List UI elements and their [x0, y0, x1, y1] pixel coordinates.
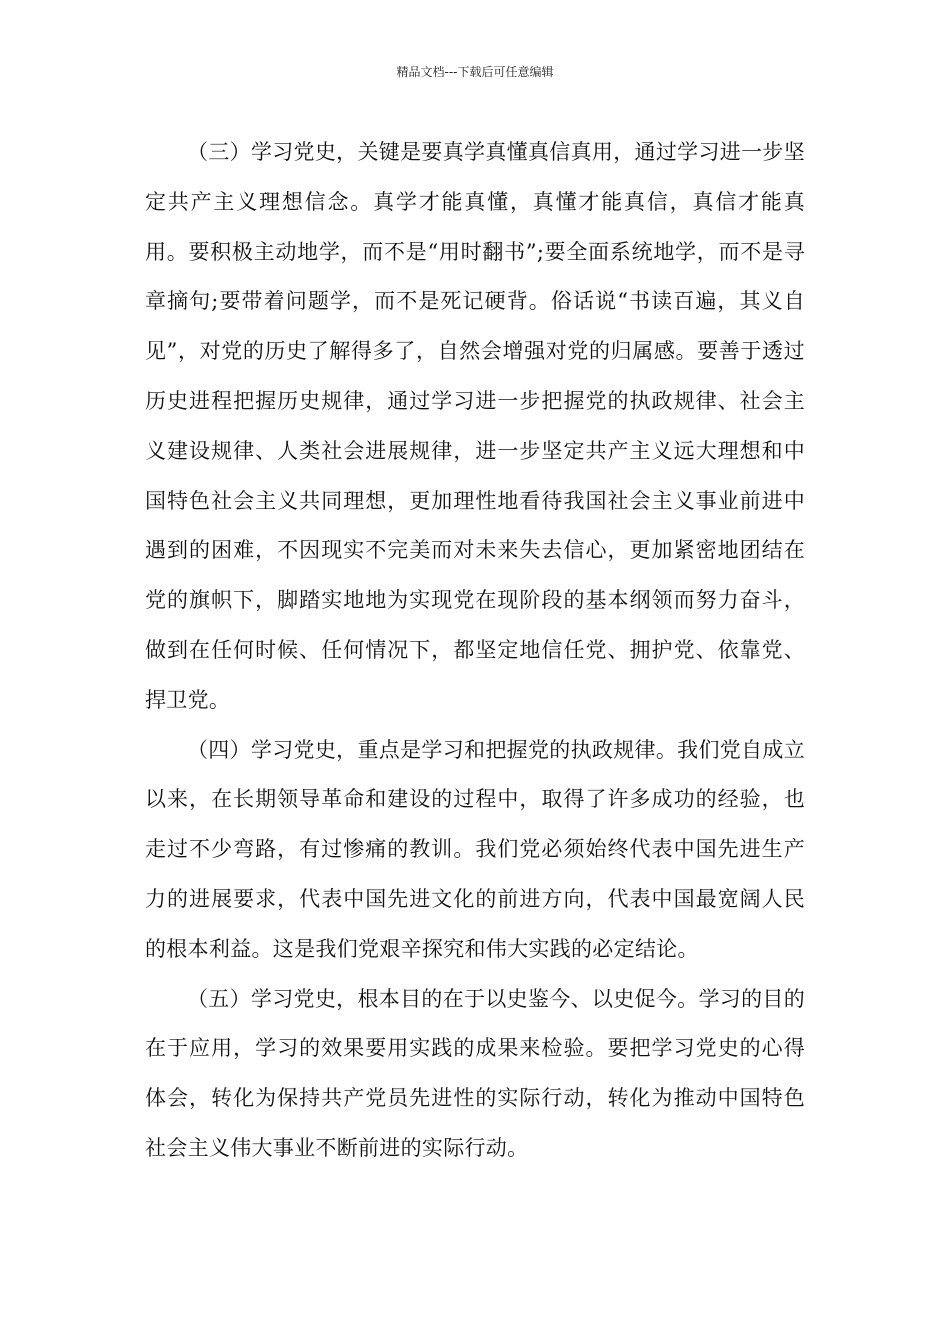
paragraph-three: （三）学习党史，关键是要真学真懂真信真用，通过学习进一步坚定共产主义理想信念。真学才能真懂，真懂才能真信，真信才能真用。要积极主动地学，而不是“用时翻书”;要全面系统地学，而不是寻章摘句;要带着问题学，而不是死记硬背。俗话说“书读百遍，其义自见”，对党的历史了解得多了，自然会增强对党的归属感。要善于透过历史进程把握历史规律，通过学习进一步把握党的执政规律、社会主义建设规律、人类社会进展规律，进一步坚定共产主义远大理想和中国特色社会主义共同理想，更加理性地看待我国社会主义事业前进中遇到的困难，不因现实不完美而对未来失去信心，更加紧密地团结在党的旗帜下，脚踏实地地为实现党在现阶段的基本纲领而努力奋斗，做到在任何时候、任何情况下，都坚定地信任党、拥护党、依靠党、捍卫党。 [145, 140, 805, 712]
page-header: 精品文档---下载后可任意编辑 [396, 65, 554, 79]
paragraph-five: （五）学习党史，根本目的在于以史鉴今、以史促今。学习的目的在于应用，学习的效果要用实践的成果来检验。要把学习党史的心得体会，转化为保持共产党员先进性的实际行动，转化为推动中国特色社会主义伟大事业不断前进的实际行动。 [145, 986, 805, 1160]
paragraph-four: （四）学习党史，重点是学习和把握党的执政规律。我们党自成立以来，在长期领导革命和建设的过程中，取得了许多成功的经验，也走过不少弯路，有过惨痛的教训。我们党必须始终代表中国先进生产力的进展要求，代表中国先进文化的前进方向，代表中国最宽阔人民的根本利益。这是我们党艰辛探究和伟大实践的必定结论。 [145, 737, 805, 961]
document-body [145, 128, 805, 1174]
